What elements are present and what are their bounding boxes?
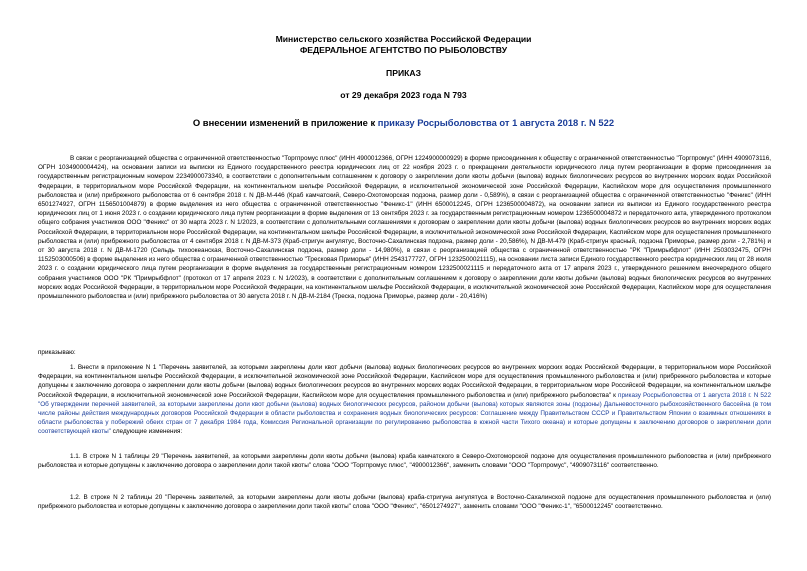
ministry-name: Министерство сельского хозяйства Российской Федерации	[275, 34, 532, 44]
title-order-link[interactable]: приказу Росрыболовства от 1 августа 2018 г. N 522	[377, 117, 615, 128]
document-body	[38, 154, 771, 301]
item1-paragraph	[38, 363, 771, 437]
document-date: от 29 декабря 2023 года N 793	[340, 90, 467, 100]
document-title	[0, 117, 807, 128]
item1-outro: следующие изменения:	[110, 428, 183, 436]
order-word: приказываю:	[38, 349, 76, 356]
order-word-block	[38, 348, 771, 357]
item1-block	[38, 363, 771, 437]
item1-intro: 1. Внести в приложение N 1 "Перечень заявителей, за которыми закреплены доли квот добычи (вылова) водных биологических ресурсов во внутренних морских водах Российской Федерации, в территориальном море Российской Федерации, на континентальном шельфе Российской Федерации, в исключительной экономической зоне Российской Федерации, Каспийском море для осуществления промышленного рыболовства и (или) прибрежного рыболовства и которые допущены к заключению договора о закреплении доли квоты добычи (вылова) водных биологических ресурсов во внутренних морских водах Российской Федерации, в территориальном море Российской Федерации, на континентальном шельфе Российской Федерации, в исключительной экономической зоне Российской Федерации, Каспийском море для осуществления промышленного рыболовства и (или) прибрежного рыболовства" к	[38, 364, 771, 399]
item1-1-block	[38, 452, 771, 470]
item1-2-block	[38, 493, 771, 511]
preamble-paragraph: В связи с реорганизацией общества с ограниченной ответственностью "Торгпромус плюс" (ИНН 4900012366, ОГРН 1224900000929) в форме присоединения к обществу с ограниченной ответственностью "Торгпромус" (ИНН 4909073116, ОГРН 1034900004424), на основании записи из выписки из Единого государственного реестра юридических лиц от 22 ноября 2023 г. о прекращении деятельности юридического лица путем реорганизации в форме присоединения за государственным регистрационным номером 2234900073340, в соответствии с дополнительным соглашением к договору о закреплении доли квоты добычи (вылова) водных биологических ресурсов во внутренних морских водах Российской Федерации, в территориальном море Российской Федерации, на континентальном шельфе Российской Федерации, в исключительной экономической зоне Российской Федерации, Каспийском море для осуществления промышленного рыболовства и (или) прибрежного рыболовства от 6 сентября 2018 г. N ДВ-М-446 (Краб камчатский, Северо-Охотоморская подзона, размер доли - 0,589%), в связи с реорганизацией общества с ограниченной ответственностью "Феникс" (ИНН 6501274927, ОГРН 1156501004879) в форме выделения из него общества с ограниченной ответственностью "Феникс-1" (ИНН 6500012245, ОГРН 1236500004872), на основании записи из выписки из Единого государственного реестра юридических лиц от 1 июня 2023 г. о создании юридического лица путем реорганизации в форме выделения от 13 сентября 2023 г. за государственным регистрационным номером 1236500004872 и передаточного акта, утвержденного протоколом общего собрания участников ООО "Феникс" от 30 марта 2023 г. N 1/2023, в соответствии с дополнительными соглашениями к договорам о закреплении доли квоты добычи (вылова) водных биологических ресурсов во внутренних морских водах Российской Федерации, в территориальном море Российской Федерации, на континентальном шельфе Российской Федерации, в исключительной экономической зоне Российской Федерации, Каспийском море для осуществления промышленного рыболовства и (или) прибрежного рыболовства от 4 сентября 2018 г. N ДВ-М-373 (Краб-стригун ангулятус, Восточно-Сахалинская подзона, размер доли - 20,586%), N ДВ-М-479 (Краб-стригун красный, подзона Приморье, размер доли - 2,781%) и от 30 августа 2018 г. N ДВ-М-1720 (Сельдь тихоокеанская, Восточно-Сахалинская подзона, размер доли - 14,980%), в связи с реорганизацией общества с ограниченной ответственностью "РК "Примрыбфлот" (ИНН 2503032475, ОГРН 1152503000506) в форме выделения из него общества с ограниченной ответственностью "Тресковая Приморья" (ИНН 2543177727, ОГРН 1232500021115), на основании листа записи Единого государственного реестра юридических лиц от 28 июля 2023 г. о создании юридического лица путем реорганизации в форме выделения за государственным регистрационным номером 1232500021115 и передаточного акта от 17 апреля 2023 г., утвержденного решением внеочередного общего собрания участников ООО "РК "Примрыбфлот" (протокол от 17 апреля 2023 г. N 1/2023), в соответствии с дополнительным соглашением к договору о закреплении доли квоты добычи (вылова) водных биологических ресурсов во внутренних морских водах Российской Федерации, в территориальном море Российской Федерации, на континентальном шельфе Российской Федерации, в исключительной экономической зоне Российской Федерации, Каспийском море для осуществления промышленного рыболовства и (или) прибрежного рыболовства от 30 августа 2018 г. N ДВ-М-2184 (Треска, подзона Приморье, размер доли - 20,416%)	[38, 155, 771, 301]
item1-1-paragraph: 1.1. В строке N 1 таблицы 29 "Перечень заявителей, за которыми закреплены доли квоты добычи (вылова) краба камчатского в Северо-Охотоморской подзоне для осуществления промышленного рыболовства и (или) прибрежного рыболовства и которые допущены к заключению договора о закреплении доли такой квоты" слова "ООО "Торгпромус плюс", "4900012366", заменить словами "ООО "Торгпромус", "4909073116" соответственно.	[38, 453, 771, 470]
title-prefix: О внесении изменений в приложение к	[192, 117, 378, 128]
item1-order-link[interactable]: приказу Росрыболовства от 1 августа 2018 г. N 522 "Об утверждении перечней заявителей, за которыми закреплены доли квот добычи (вылова) водных биологических ресурсов, районом добычи (вылова) которых являются зоны (подзоны) Дальневосточного рыбохозяйственного бассейна (в том числе районы действия международных договоров Российской Федерации в области рыболовства и сохранения водных биологических ресурсов: Соглашение между Правительством СССР и Правительством Японии о взаимных отношениях в области рыболовства у побережий обеих стран от 7 декабря 1984 года, Комиссия Региональной организации по регулированию рыболовства в южной части Тихого океана) и которые допущены к заключению договоров о закреплении доли соответствующей квоты"	[38, 391, 771, 436]
item1-2-paragraph: 1.2. В строке N 2 таблицы 20 "Перечень заявителей, за которыми закреплены доли квоты добычи (вылова) краба-стригуна ангулятуса в Восточно-Сахалинской подзоне для осуществления промышленного рыболовства и (или) прибрежного рыболовства и которые допущены к заключению договора о закреплении доли такой квоты" слова "ООО "Феникс", "6501274927", заменить словами "ООО "Феникс-1", "6500012245" соответственно.	[38, 494, 771, 511]
document-type: ПРИКАЗ	[386, 68, 421, 78]
agency-name: ФЕДЕРАЛЬНОЕ АГЕНТСТВО ПО РЫБОЛОВСТВУ	[299, 45, 508, 55]
